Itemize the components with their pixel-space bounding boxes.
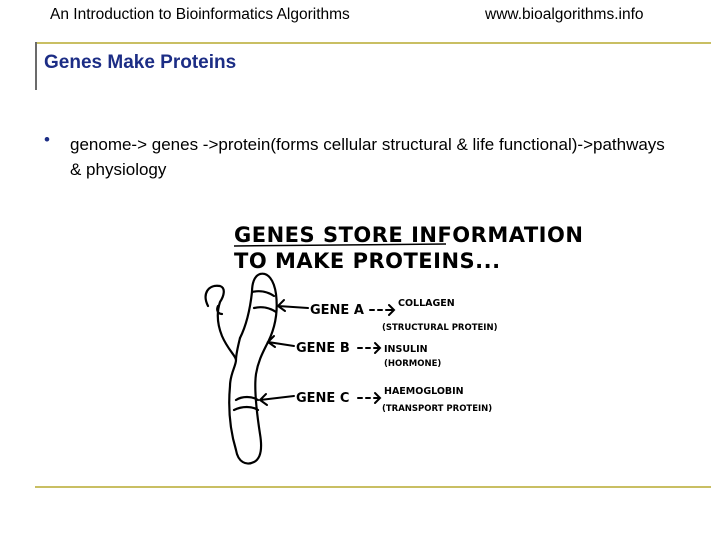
bullet-icon: • xyxy=(44,130,50,149)
protein-collagen: COLLAGEN xyxy=(398,298,455,309)
chromosome-drawing xyxy=(206,274,277,464)
gene-a-label: GENE A xyxy=(310,303,364,318)
gene-b-label: GENE B xyxy=(296,341,350,356)
protein-haemoglobin: HAEMOGLOBIN xyxy=(384,386,464,397)
genes-proteins-illustration xyxy=(196,210,584,474)
role-transport-protein: (TRANSPORT PROTEIN) xyxy=(382,404,493,414)
role-hormone: (HORMONE) xyxy=(384,359,442,369)
illustration-canvas xyxy=(196,210,584,474)
slide-title: Genes Make Proteins xyxy=(44,52,237,73)
header-website: www.bioalgorithms.info xyxy=(485,6,644,23)
role-structural-protein: (STRUCTURAL PROTEIN) xyxy=(382,323,498,333)
footer-divider xyxy=(35,486,711,488)
protein-insulin: INSULIN xyxy=(384,344,428,355)
figure-heading-line2: TO MAKE PROTEINS... xyxy=(234,249,501,273)
title-accent-bar xyxy=(35,42,37,90)
figure-heading-line1: GENES STORE INFORMATION xyxy=(234,223,584,247)
title-divider xyxy=(35,42,711,44)
bullet-text: genome-> genes ->protein(forms cellular structural & life functional)->pathways & physiology xyxy=(70,135,665,179)
gene-c-label: GENE C xyxy=(296,391,350,406)
header-course-title: An Introduction to Bioinformatics Algorithms xyxy=(50,6,350,23)
